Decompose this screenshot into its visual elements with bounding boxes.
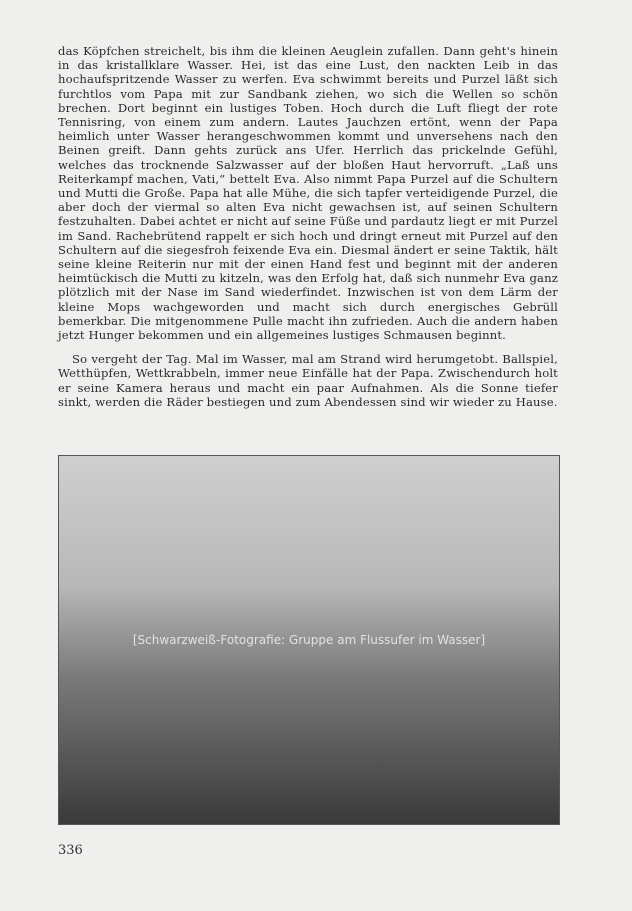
paragraph: das Köpfchen streichelt, bis ihm die kleinen Aeuglein zufallen. Dann geht's hinein in das kristallklare Wasser. Hei, ist das eine Lust, den nackten Leib in das hochaufspritzende Wasser zu werfen. Eva schwimmt bereits und Purzel läßt sich furchtlos vom Papa mit zur Sandbank ziehen, wo sich die Wellen so schön brechen. Dort beginnt ein lustiges Toben. Hoch durch die Luft fliegt der rote Tennisring, von einem zum andern. Lautes Jauchzen ertönt, wenn der Papa heimlich unter Wasser herangeschwommen kommt und unversehens nach den Beinen greift. Dann gehts zurück ans Ufer. Herrlich das prickelnde Gefühl, welches das trocknende Salzwasser auf der bloßen Haut hervorruft. „Laß uns Reiterkampf machen, Vati,“ bettelt Eva. Also nimmt Papa Purzel auf die Schultern und Mutti die Große. Papa hat alle Mühe, die sich tapfer verteidigende Purzel, die aber doch der viermal so alten Eva nicht gewachsen ist, auf seinen Schultern festzuhalten. Dabei achtet er nicht auf seine Füße und pardautz liegt er mit Purzel im Sand. Rachebrütend rappelt er sich hoch und dringt erneut mit Purzel auf den Schultern auf die siegesfroh feixende Eva ein. Diesmal ändert er seine Taktik, hält seine kleine Reiterin nur mit der einen Hand fest und beginnt mit der anderen heimtückisch die Mutti zu kitzeln, was den Erfolg hat, daß sich nunmehr Eva ganz plötzlich mit der Nase im Sand wiederfindet. Inzwischen ist von dem Lärm der kleine Mops wachgeworden und macht sich durch energisches Gebrüll bemerkbar. Die mitgenommene Pulle macht ihn zufrieden. Auch die andern haben jetzt Hunger bekommen und ein allgemeines lustiges Schmausen beginnt. — [58, 44, 558, 343]
photograph — [58, 455, 560, 825]
paragraph: So vergeht der Tag. Mal im Wasser, mal am Strand wird herumgetobt. Ballspiel, Wetthüpfen, Wettkrabbeln, immer neue Einfälle hat der Papa. Zwischendurch holt er seine Kamera heraus und macht ein paar Aufnahmen. Als die Sonne tiefer sinkt, werden die Räder bestiegen und zum Abendessen sind wir wieder zu Hause. — [58, 352, 558, 409]
photograph-placeholder-label: [Schwarzweiß-Fotografie: Gruppe am Flussufer im Wasser] — [132, 633, 486, 647]
body-text — [58, 44, 558, 409]
page-number: 336 — [58, 843, 83, 858]
